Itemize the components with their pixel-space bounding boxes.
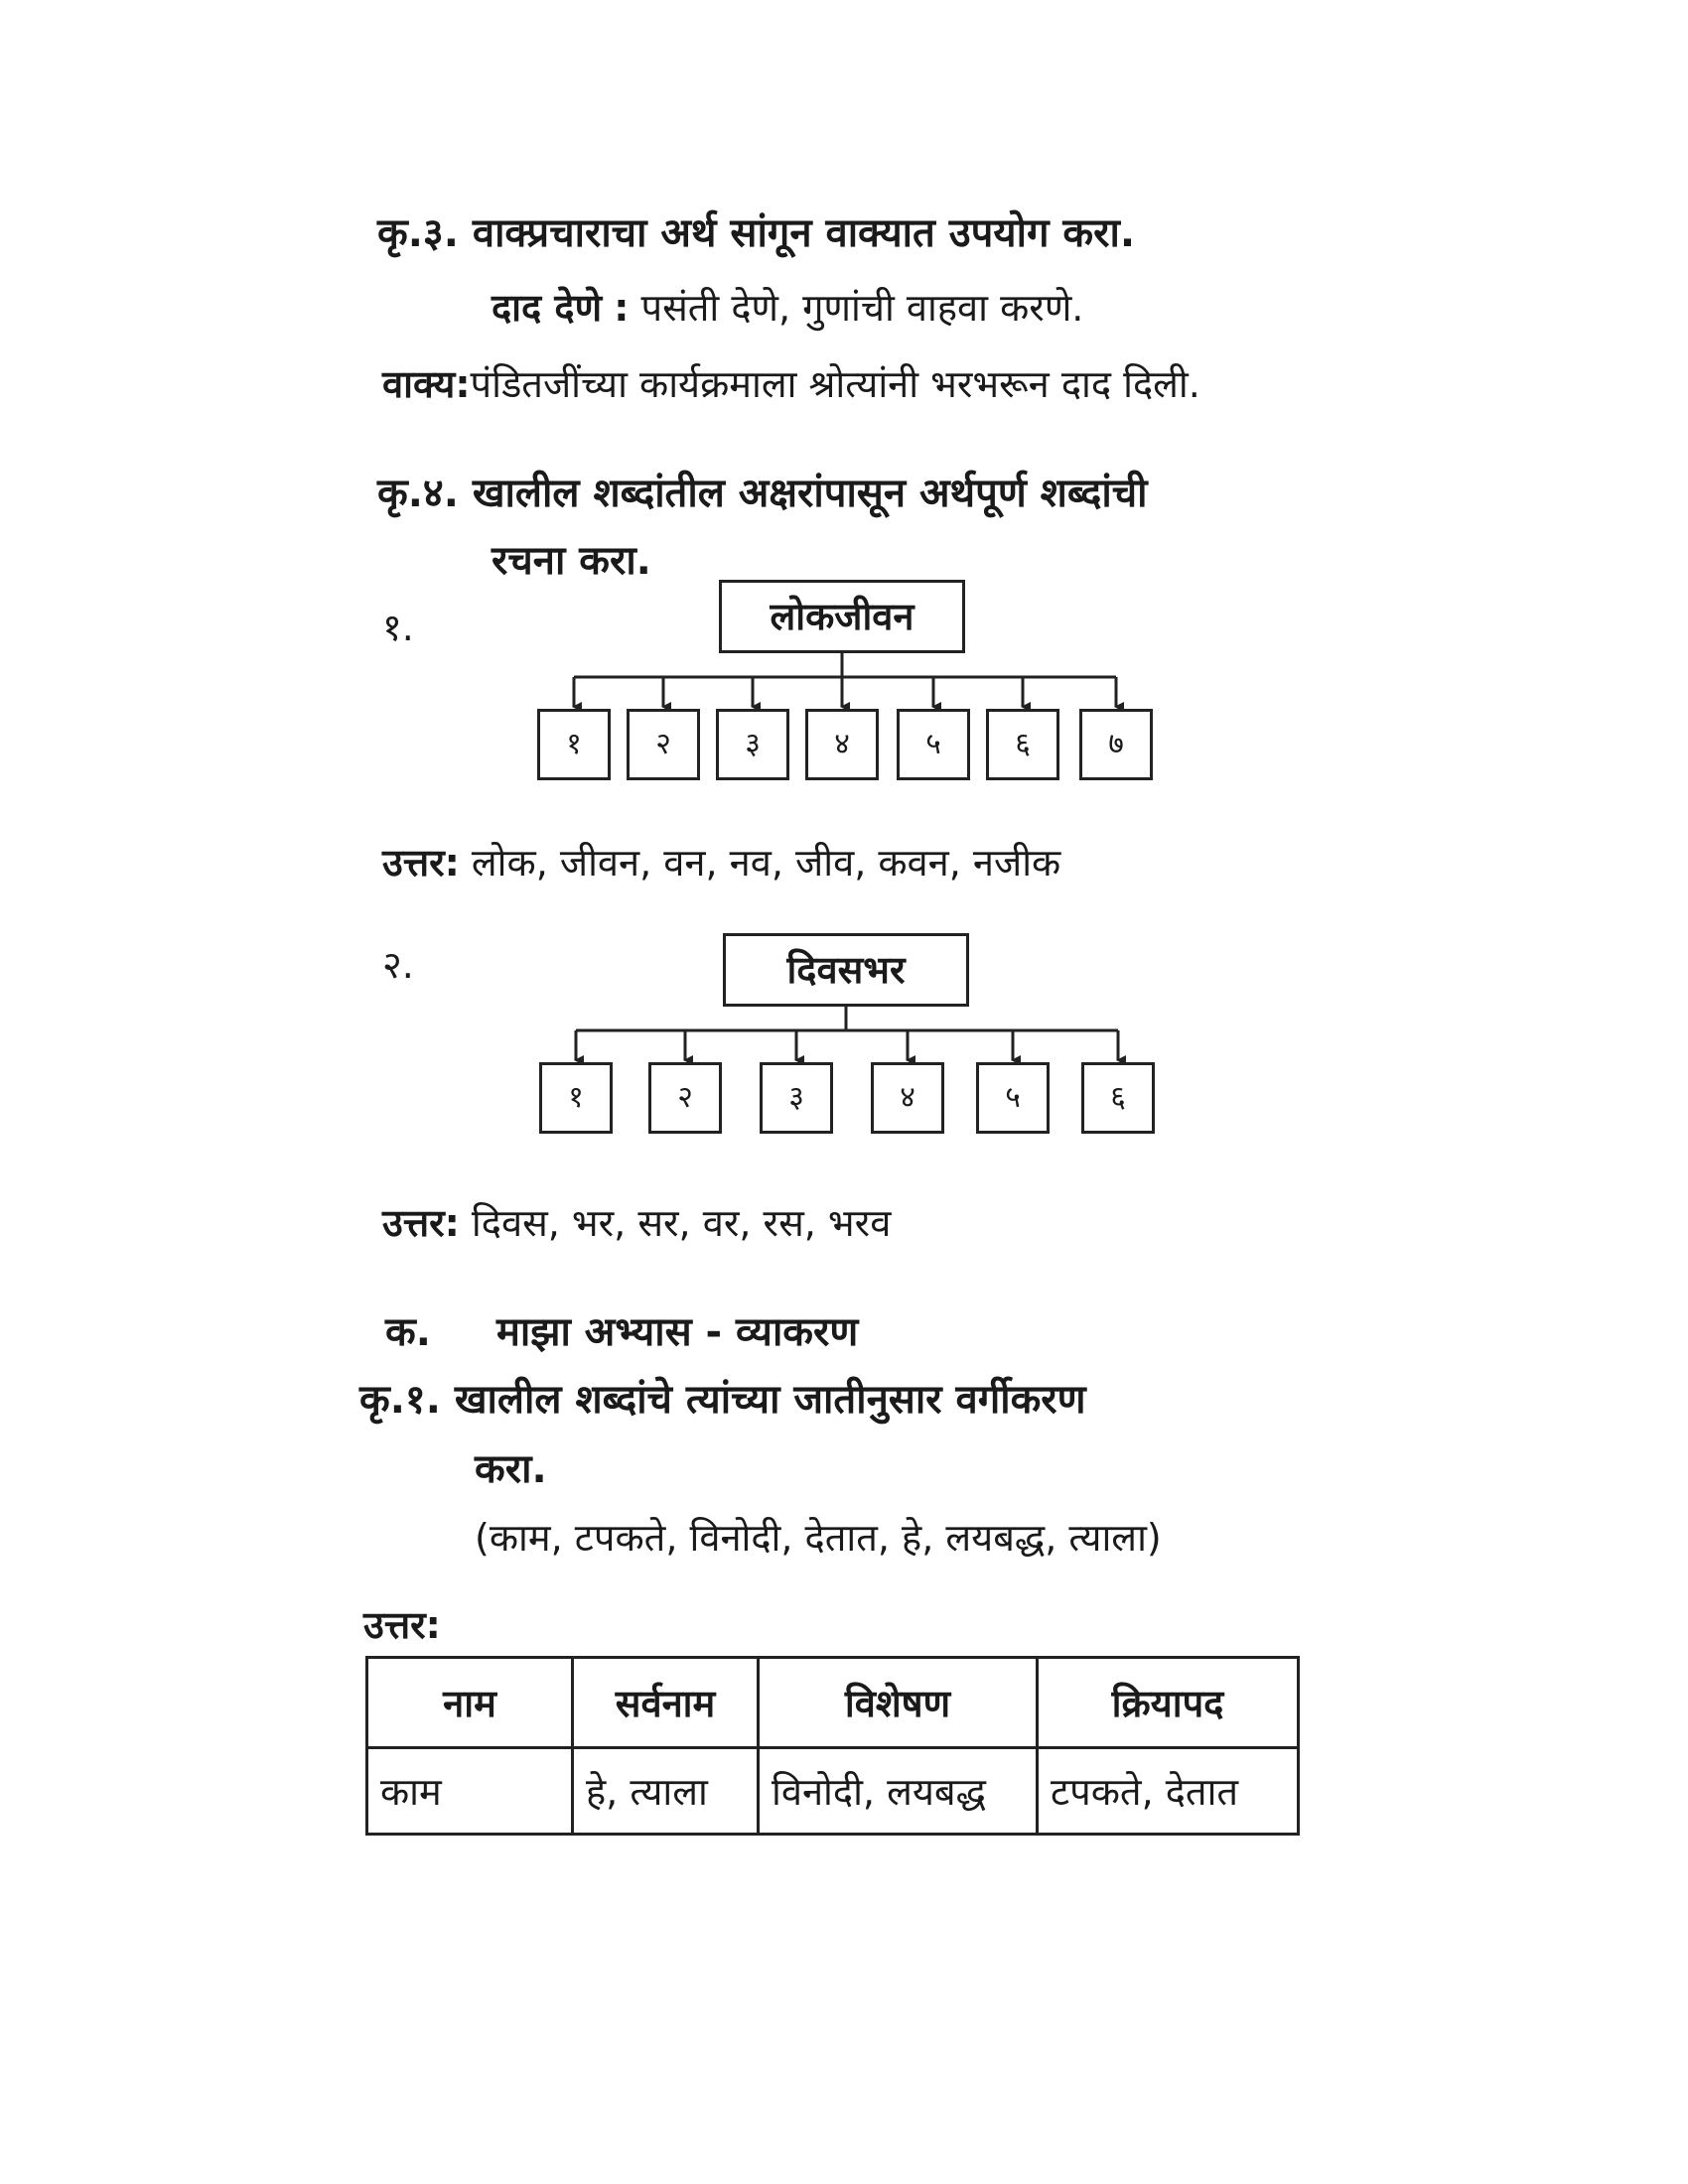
k1-words: (काम, टपकते, विनोदी, देतात, हे, लयबद्ध, त्याला) [475, 1516, 1162, 1560]
tree1-root-box: लोकजीवन [719, 580, 965, 653]
tree2-child-box: ५ [976, 1062, 1050, 1134]
tree1-answer: लोक, जीवन, वन, नव, जीव, कवन, नजीक [471, 841, 1061, 885]
table-cell: टपकते, देतात [1038, 1748, 1299, 1835]
tree2-answer: दिवस, भर, सर, वर, रस, भरव [471, 1201, 892, 1245]
q3-heading: कृ.३. वाक्प्रचाराचा अर्थ सांगून वाक्यात उपयोग करा. [377, 210, 1136, 256]
k1-heading-line2: करा. [475, 1446, 547, 1492]
table-header-cell: क्रियापद [1038, 1658, 1299, 1748]
q3-phrase: दाद देणे [492, 286, 603, 330]
tree1-child-box: १ [537, 709, 611, 780]
q4-heading-line2: रचना करा. [492, 538, 651, 584]
tree1-child-box: ६ [986, 709, 1059, 780]
q3-sentence: पंडितजींच्या कार्यक्रमाला श्रोत्यांनी भरभरून दाद दिली. [470, 362, 1200, 406]
tree2-child-box: ३ [760, 1062, 833, 1134]
table-header-cell: सर्वनाम [573, 1658, 759, 1748]
tree2-root-box: दिवसभर [723, 933, 969, 1007]
tree1-child-box: ४ [805, 709, 879, 780]
tree2-child-box: १ [539, 1062, 613, 1134]
tree2-number: २. [382, 943, 414, 987]
tree2-connectors [576, 1007, 1118, 1060]
q3-separator: : [614, 286, 630, 330]
k1-answer-label: उत्तर: [363, 1603, 441, 1647]
tree2-answer-line [382, 1196, 891, 1248]
tree1-child-box: २ [627, 709, 700, 780]
k1-heading-line1: कृ.१. खालील शब्दांचे त्यांच्या जातीनुसार वर्गीकरण [359, 1377, 1086, 1423]
tree1-child-box: ३ [716, 709, 789, 780]
tree2-child-box: ६ [1081, 1062, 1155, 1134]
section-k-title: माझा अभ्यास - व्याकरण [496, 1309, 859, 1355]
tree1-connectors [574, 651, 1116, 707]
q3-meaning: पसंती देणे, गुणांची वाहवा करणे. [640, 286, 1084, 330]
q3-sentence-label: वाक्य: [382, 362, 471, 406]
section-k-letter: क. [385, 1309, 431, 1355]
table-row [367, 1748, 1299, 1835]
q4-heading-line1: कृ.४. खालील शब्दांतील अक्षरांपासून अर्थपूर्ण शब्दांची [377, 471, 1148, 516]
tree2-answer-label: उत्तर: [382, 1201, 460, 1245]
tree2-child-box: २ [648, 1062, 722, 1134]
table-header-row [367, 1658, 1299, 1748]
table-header-cell: नाम [367, 1658, 573, 1748]
classification-table [365, 1656, 1300, 1836]
tree1-answer-label: उत्तर: [382, 841, 460, 885]
tree2-child-box: ४ [871, 1062, 944, 1134]
tree1-child-box: ७ [1079, 709, 1153, 780]
table-cell: हे, त्याला [573, 1748, 759, 1835]
tree1-child-box: ५ [897, 709, 970, 780]
table-cell: विनोदी, लयबद्ध [759, 1748, 1038, 1835]
table-header-cell: विशेषण [759, 1658, 1038, 1748]
tree1-number: १. [382, 606, 414, 649]
tree1-answer-line [382, 836, 1060, 887]
table-cell: काम [367, 1748, 573, 1835]
